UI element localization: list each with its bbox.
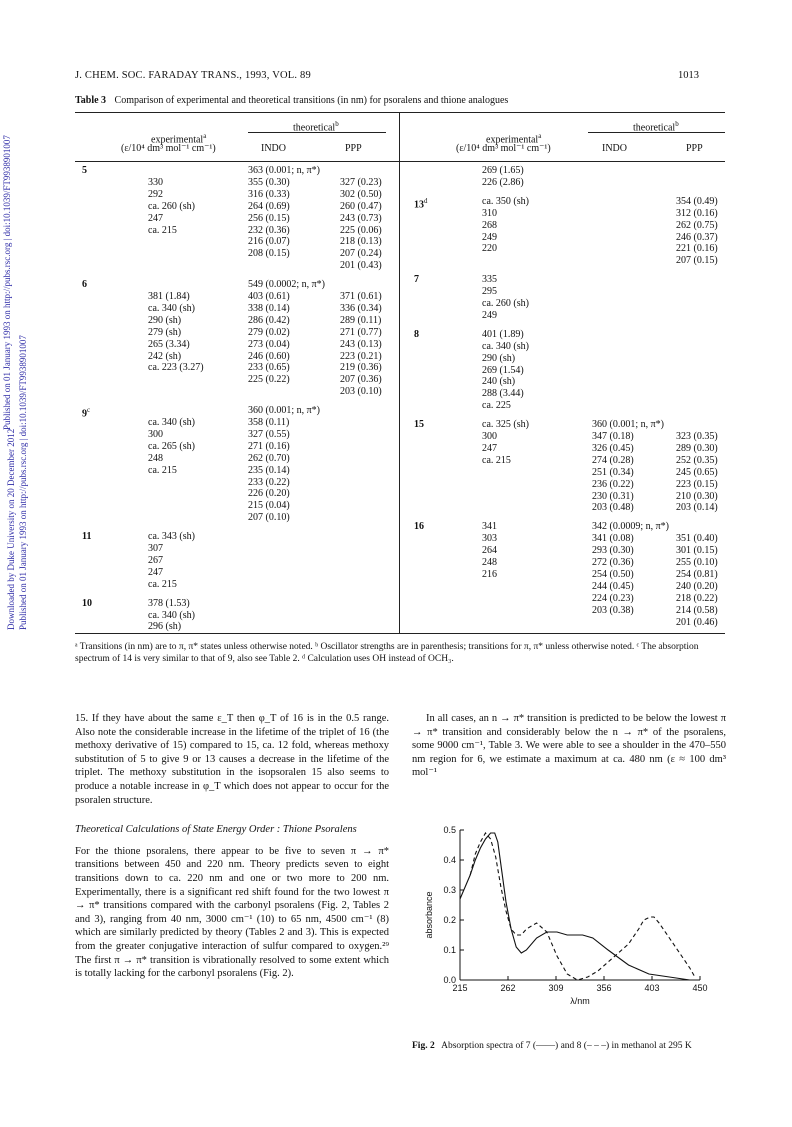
body-paragraph: In all cases, an n → π* transition is predicted to be below the lowest π → π* transition and considerably below the n → π* of the psoralens, some 9000 cm⁻¹, Table 3. We were able to see a shoulder in the 470–550 nm region for 6, we estimate a maximum at ca. 480 nm (ε ≈ 100 dm³ mol⁻¹	[412, 713, 726, 779]
experimental-value: 265 (3.34)	[148, 338, 190, 350]
experimental-value: ca. 350 (sh)	[482, 195, 529, 207]
experimental-value: ca. 260 (sh)	[482, 298, 529, 309]
experimental-value: 220	[482, 243, 497, 255]
experimental-value: 240 (sh)	[482, 376, 516, 388]
compound-number: 11	[82, 531, 92, 543]
table-caption	[75, 95, 508, 106]
experimental-value: 401 (1.89)	[482, 328, 524, 340]
indo-value: 230 (0.31)	[592, 490, 634, 502]
experimental-value: 288 (3.44)	[482, 388, 524, 400]
experimental-value: 341	[482, 521, 497, 533]
indo-value: 254 (0.50)	[592, 568, 634, 580]
compound-number: 6	[82, 279, 87, 291]
series-7-solid-line	[460, 833, 690, 980]
indo-value: 225 (0.22)	[248, 374, 290, 386]
experimental-value: 247	[482, 442, 497, 454]
experimental-value: 330	[148, 176, 163, 188]
indo-value: 358 (0.11)	[248, 417, 290, 428]
indo-value: 233 (0.22)	[248, 476, 290, 488]
x-tick-label: 309	[548, 983, 564, 993]
indo-value: 272 (0.36)	[592, 557, 634, 568]
y-tick-label: 0.3	[443, 885, 456, 895]
ppp-value: 223 (0.15)	[676, 478, 718, 490]
experimental-text-r: experimental	[486, 134, 539, 146]
experimental-value: 296 (sh)	[148, 621, 182, 633]
experimental-value: 292	[148, 188, 163, 200]
experimental-text: experimental	[151, 134, 204, 146]
experimental-value: 249	[482, 231, 497, 243]
indo-value: 355 (0.30)	[248, 176, 290, 188]
experimental-value: 300	[148, 428, 163, 440]
experimental-value: 226 (2.86)	[482, 176, 524, 188]
ppp-value: 201 (0.43)	[340, 260, 382, 272]
indo-value: 327 (0.55)	[248, 428, 290, 440]
compound-number: 7	[414, 274, 419, 286]
experimental-value: 242 (sh)	[148, 350, 182, 362]
experimental-value: 381 (1.84)	[148, 291, 190, 302]
ppp-value: 312 (0.16)	[676, 207, 718, 219]
table-label: Table 3	[75, 95, 107, 106]
experimental-sup: a	[203, 132, 207, 140]
indo-value: 244 (0.45)	[592, 580, 634, 592]
y-tick-label: 0.0	[443, 975, 456, 985]
ppp-value: 207 (0.15)	[676, 255, 718, 267]
indo-value: 233 (0.65)	[248, 362, 290, 374]
compound-number: 9$^c$	[82, 406, 91, 420]
experimental-value: 310	[482, 207, 497, 219]
ppp-value: 255 (0.10)	[676, 557, 718, 568]
experimental-value: 290 (sh)	[482, 352, 516, 364]
ppp-value: 351 (0.40)	[676, 533, 718, 545]
ppp-value: 218 (0.13)	[340, 236, 382, 248]
indo-value: 403 (0.61)	[248, 291, 290, 302]
ppp-value: 218 (0.22)	[676, 592, 718, 604]
experimental-value: ca. 225	[482, 400, 511, 412]
indo-value: 246 (0.60)	[248, 350, 290, 362]
ppp-value: 214 (0.58)	[676, 604, 718, 616]
ppp-value: 327 (0.23)	[340, 176, 382, 188]
table-divider	[399, 112, 400, 633]
ppp-value: 260 (0.47)	[340, 200, 382, 212]
ppp-value: 246 (0.37)	[676, 231, 718, 243]
theoretical-text-r: theoretical	[633, 122, 676, 134]
table-header-rule	[75, 161, 725, 162]
experimental-value: ca. 260 (sh)	[148, 200, 195, 212]
body-right-column	[412, 712, 726, 780]
ppp-value: 225 (0.06)	[340, 224, 382, 236]
experimental-value: ca. 215	[482, 454, 511, 466]
experimental-value: ca. 215	[148, 224, 177, 236]
theoretical-text: theoretical	[293, 122, 336, 134]
ppp-value: 245 (0.65)	[676, 466, 718, 478]
experimental-value: ca. 223 (3.27)	[148, 362, 204, 374]
indo-value: 347 (0.18)	[592, 431, 634, 442]
ppp-value: 252 (0.35)	[676, 454, 718, 466]
indo-value: 203 (0.38)	[592, 604, 634, 616]
indo-value: 236 (0.22)	[592, 478, 634, 490]
ppp-value: 201 (0.46)	[676, 616, 718, 628]
table-bottom-rule	[75, 633, 725, 634]
indo-value: 326 (0.45)	[592, 442, 634, 454]
table-caption-text: Comparison of experimental and theoretical transitions (in nm) for psoralens and thione analogues	[114, 95, 509, 106]
indo-value: 207 (0.10)	[248, 512, 290, 524]
series-8-dashed-line	[470, 833, 695, 980]
theoretical-sup-r: b	[675, 120, 679, 128]
experimental-value: ca. 343 (sh)	[148, 531, 195, 543]
experimental-value: 216	[482, 568, 497, 580]
indo-value: 271 (0.16)	[248, 440, 290, 452]
indo-value: 360 (0.001; n, π*)	[248, 405, 320, 417]
experimental-value: ca. 340 (sh)	[148, 417, 195, 428]
side-line-published: Published on 01 January 1993 on http://pubs.rsc.org | doi:10.1039/FT9938901007	[2, 135, 12, 430]
indo-value: 274 (0.28)	[592, 454, 634, 466]
indo-value: 264 (0.69)	[248, 200, 290, 212]
left-ppp-header: PPP	[345, 143, 362, 154]
experimental-value: 268	[482, 219, 497, 231]
table-footnote: ᵃ Transitions (in nm) are to π, π* states unless otherwise noted. ᵇ Oscillator strengths are in parenthesis; transitions for π, π* unless otherwise noted. ᶜ The absorption spectrum of 14 is very similar to that of 9, also see Table 2. ᵈ Calculation uses OH instead of OCH₃.	[75, 642, 699, 664]
right-units-header: (ε/10⁴ dm³ mol⁻¹ cm⁻¹)	[456, 143, 551, 154]
experimental-value: 247	[148, 212, 163, 224]
compound-footnote-mark: c	[87, 406, 91, 415]
indo-value: 273 (0.04)	[248, 338, 290, 350]
figure-label: Fig. 2	[412, 1041, 435, 1051]
y-tick-label: 0.1	[443, 945, 456, 955]
experimental-value: 300	[482, 431, 497, 442]
body-paragraph: 15. If they have about the same ε_T then φ_T of 16 is in the 0.5 range. Also note the considerable increase in the lifetime of the triplet of 16 (the methoxy derivative of 15) compared to 15, ca. 12 fold, whereas methoxy substitution of 5 to give 9 or 13 causes a decrease in the lifetime of the triplet. The methoxy substitution in the isopsoralen 15 also seems to produce a notable increase in φ_T which does not appear to occur for the psoralen structure.	[75, 713, 389, 806]
ppp-value: 271 (0.77)	[340, 326, 382, 338]
y-axis-label: absorbance	[424, 891, 434, 939]
experimental-value: 269 (1.54)	[482, 364, 524, 376]
body-left-column	[75, 712, 389, 981]
experimental-value: 269 (1.65)	[482, 165, 524, 176]
ppp-value: 243 (0.13)	[340, 338, 382, 350]
indo-value: 226 (0.20)	[248, 488, 290, 500]
experimental-value: 267	[148, 554, 163, 566]
x-tick-label: 450	[692, 983, 708, 993]
left-theoretical-header	[293, 119, 339, 133]
ppp-value: 336 (0.34)	[340, 302, 382, 314]
left-indo-header: INDO	[261, 143, 286, 154]
x-tick-label: 262	[500, 983, 516, 993]
experimental-value: ca. 340 (sh)	[482, 340, 529, 352]
experimental-sup-r: a	[538, 132, 542, 140]
ppp-value: 221 (0.16)	[676, 243, 718, 255]
ppp-value: 301 (0.15)	[676, 545, 718, 557]
indo-value: 203 (0.48)	[592, 502, 634, 514]
experimental-value: 335	[482, 274, 497, 286]
side-line-published-2: Published on 01 January 1993 on http://pubs.rsc.org | doi:10.1039/FT9938901007	[18, 335, 28, 630]
y-tick-label: 0.4	[443, 855, 456, 865]
indo-value: 316 (0.33)	[248, 188, 290, 200]
experimental-value: 378 (1.53)	[148, 597, 190, 609]
indo-value: 279 (0.02)	[248, 326, 290, 338]
indo-value: 360 (0.001; n, π*)	[592, 419, 664, 431]
ppp-value: 240 (0.20)	[676, 580, 718, 592]
experimental-value: 295	[482, 286, 497, 298]
experimental-value: ca. 325 (sh)	[482, 419, 529, 431]
experimental-value: ca. 265 (sh)	[148, 440, 195, 452]
experimental-value: 279 (sh)	[148, 326, 182, 338]
indo-value: 251 (0.34)	[592, 466, 634, 478]
experimental-value: 249	[482, 309, 497, 321]
indo-value: 286 (0.42)	[248, 314, 290, 326]
compound-footnote-mark: d	[424, 196, 428, 205]
ppp-value: 223 (0.21)	[340, 350, 382, 362]
indo-value: 338 (0.14)	[248, 302, 290, 314]
ppp-value: 323 (0.35)	[676, 431, 718, 442]
indo-value: 224 (0.23)	[592, 592, 634, 604]
x-tick-label: 403	[644, 983, 660, 993]
side-line-downloaded: Downloaded by Duke University on 20 December 2012	[6, 428, 16, 630]
indo-value: 341 (0.08)	[592, 533, 634, 545]
ppp-value: 289 (0.30)	[676, 442, 718, 454]
left-units-header: (ε/10⁴ dm³ mol⁻¹ cm⁻¹)	[121, 143, 216, 154]
compound-number: 5	[82, 165, 87, 176]
x-tick-label: 215	[452, 983, 468, 993]
indo-value: 235 (0.14)	[248, 464, 290, 476]
indo-value: 262 (0.70)	[248, 452, 290, 464]
indo-value: 256 (0.15)	[248, 212, 290, 224]
section-heading: Theoretical Calculations of State Energy Order : Thione Psoralens	[75, 824, 357, 836]
right-theoretical-header	[633, 119, 679, 133]
experimental-value: 303	[482, 533, 497, 545]
experimental-value: 248	[148, 452, 163, 464]
ppp-value: 207 (0.36)	[340, 374, 382, 386]
body-paragraph: For the thione psoralens, there appear to be five to seven π → π* transitions between 450 and 220 nm. Theory predicts seven to eight transitions down to ca. 220 nm and one or two more to 200 nm. Experimentally, there is a significant red shift found for the two lowest π → π* transitions compared with the carbonyl psoralens (Fig. 2, Tables 2 and 3), ranging from 40 nm, 3000 cm⁻¹ (10) to 65 nm, 4500 cm⁻¹ (8) which are similarly predicted by theory (Tables 2 and 3). This is expected from the greater conjugative interaction of sulfur compared to oxygen.²⁹ The first π → π* transition is vibrationally resolved to some extent which is totally lacking for the carbonyl psoralens (Fig. 2).	[75, 845, 389, 980]
indo-value: 216 (0.07)	[248, 236, 290, 248]
ppp-value: 210 (0.30)	[676, 490, 718, 502]
x-tick-label: 356	[596, 983, 612, 993]
experimental-value: ca. 340 (sh)	[148, 609, 195, 621]
compound-number: 8	[414, 328, 419, 340]
theoretical-sup: b	[335, 120, 339, 128]
ppp-value: 207 (0.24)	[340, 248, 382, 260]
table-top-rule	[75, 112, 725, 113]
experimental-value: ca. 215	[148, 464, 177, 476]
ppp-value: 371 (0.61)	[340, 291, 382, 302]
ppp-value: 302 (0.50)	[340, 188, 382, 200]
indo-value: 232 (0.36)	[248, 224, 290, 236]
compound-number: 13$^d$	[414, 196, 428, 211]
experimental-value: 248	[482, 557, 497, 568]
page-number: 1013	[678, 70, 699, 81]
indo-value: 208 (0.15)	[248, 248, 290, 260]
figure-caption	[412, 1040, 730, 1052]
chart-axes	[424, 825, 708, 1006]
indo-value: 293 (0.30)	[592, 545, 634, 557]
ppp-value: 289 (0.11)	[340, 314, 382, 326]
experimental-value: 290 (sh)	[148, 314, 182, 326]
y-tick-label: 0.5	[443, 825, 456, 835]
ppp-value: 254 (0.81)	[676, 568, 718, 580]
experimental-value: 247	[148, 566, 163, 578]
indo-value: 549 (0.0002; n, π*)	[248, 279, 325, 291]
ppp-value: 203 (0.14)	[676, 502, 718, 514]
compound-number: 16	[414, 521, 424, 533]
indo-value: 215 (0.04)	[248, 500, 290, 512]
experimental-value: 307	[148, 543, 163, 554]
experimental-value: ca. 215	[148, 578, 177, 590]
compound-number: 10	[82, 597, 92, 609]
compound-number: 15	[414, 419, 424, 431]
figure-caption-text: Absorption spectra of 7 (——) and 8 (– – –) in methanol at 295 K	[441, 1041, 692, 1051]
right-ppp-header: PPP	[686, 143, 703, 154]
ppp-value: 354 (0.49)	[676, 195, 718, 207]
chart-series	[460, 833, 695, 980]
indo-value: 342 (0.0009; n, π*)	[592, 521, 669, 533]
ppp-value: 219 (0.36)	[340, 362, 382, 374]
y-tick-label: 0.2	[443, 915, 456, 925]
running-header: J. CHEM. SOC. FARADAY TRANS., 1993, VOL. 89	[75, 70, 311, 81]
ppp-value: 203 (0.10)	[340, 386, 382, 398]
ppp-value: 243 (0.73)	[340, 212, 382, 224]
x-axis-label: λ/nm	[570, 996, 590, 1006]
experimental-value: ca. 340 (sh)	[148, 302, 195, 314]
indo-value: 363 (0.001; n, π*)	[248, 165, 320, 176]
figure-2-chart	[420, 820, 720, 1030]
experimental-value: 264	[482, 545, 497, 557]
ppp-value: 262 (0.75)	[676, 219, 718, 231]
right-indo-header: INDO	[602, 143, 627, 154]
